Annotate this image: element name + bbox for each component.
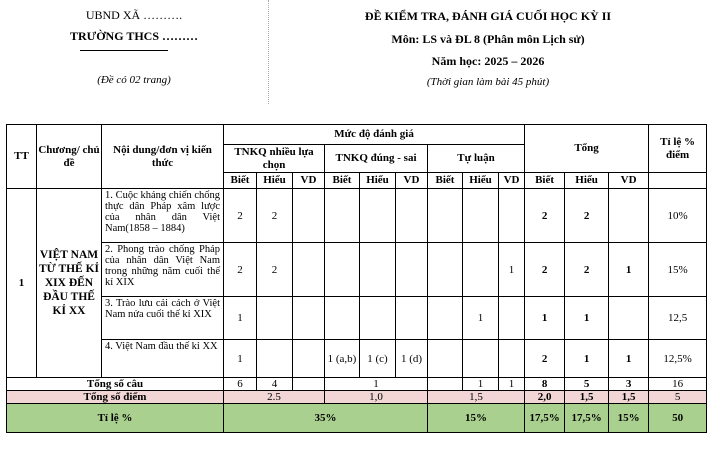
sum-questions-label: Tổng số câu — [7, 378, 224, 391]
cell: 2.5 — [224, 391, 325, 404]
lvl-hieu: Hiểu — [463, 173, 499, 189]
exam-header — [0, 0, 708, 104]
cell — [257, 340, 293, 378]
cell: 1 — [609, 243, 649, 297]
cell: 50 — [649, 404, 707, 433]
cell: 10% — [649, 189, 707, 243]
cell: 5 — [649, 391, 707, 404]
cell — [293, 297, 325, 340]
col-chapter: Chương/ chủ đề — [37, 125, 102, 189]
content-cell: 4. Việt Nam đầu thế kỉ XX — [102, 340, 224, 378]
cell: 1,0 — [325, 391, 428, 404]
lvl-biet: Biết — [325, 173, 360, 189]
cell: 1 — [499, 378, 525, 391]
cell: 15% — [649, 243, 707, 297]
col-tt: TT — [7, 125, 37, 189]
cell — [499, 340, 525, 378]
cell: 1 — [463, 297, 499, 340]
cell: 2 — [224, 243, 257, 297]
cell: 2 — [525, 340, 565, 378]
cell — [325, 243, 360, 297]
cell: 1,5 — [609, 391, 649, 404]
cell: 12,5% — [649, 340, 707, 378]
cell: 15% — [609, 404, 649, 433]
lvl-vd: VD — [499, 173, 525, 189]
cell — [360, 243, 396, 297]
cell — [428, 243, 463, 297]
group-ds: TNKQ đúng - sai — [325, 145, 428, 173]
header-left — [0, 0, 268, 104]
cell: 8 — [525, 378, 565, 391]
content-cell: 2. Phong trào chống Pháp của nhân dân Việt Nam trong những năm cuối thế kỉ XIX — [102, 243, 224, 297]
cell: 12,5 — [649, 297, 707, 340]
cell — [396, 297, 428, 340]
lvl-vd: VD — [609, 173, 649, 189]
cell: 2 — [257, 243, 293, 297]
cell — [428, 378, 463, 391]
cell: 35% — [224, 404, 428, 433]
ratio-row — [7, 404, 707, 433]
sum-points-label: Tổng số điểm — [7, 391, 224, 404]
lvl-biet: Biết — [224, 173, 257, 189]
ratio-label: Tỉ lệ % — [7, 404, 224, 433]
school-year: Năm học: 2025 – 2026 — [431, 54, 545, 68]
cell: 1,5 — [565, 391, 609, 404]
cell — [499, 189, 525, 243]
cell: 2 — [224, 189, 257, 243]
cell: 16 — [649, 378, 707, 391]
sum-questions-row — [7, 378, 707, 391]
cell — [463, 243, 499, 297]
lvl-hieu: Hiểu — [565, 173, 609, 189]
cell: 17,5% — [525, 404, 565, 433]
cell — [428, 189, 463, 243]
cell — [428, 340, 463, 378]
cell — [428, 297, 463, 340]
cell: 2 — [565, 243, 609, 297]
lvl-vd: VD — [396, 173, 428, 189]
lvl-biet: Biết — [428, 173, 463, 189]
cell: 1 — [565, 340, 609, 378]
school-district: UBND XÃ ………. — [85, 8, 183, 22]
chapter-name: VIỆT NAM TỪ THẾ KỈ XIX ĐẾN ĐẦU THẾ KỈ XX — [37, 189, 102, 378]
cell — [293, 243, 325, 297]
header-right — [268, 0, 708, 104]
cell: 17,5% — [565, 404, 609, 433]
subject: Môn: LS và ĐL 8 (Phân môn Lịch sử) — [391, 32, 585, 46]
cell: 2 — [525, 189, 565, 243]
exam-title: ĐỀ KIỂM TRA, ĐÁNH GIÁ CUỐI HỌC KỲ II — [364, 9, 612, 23]
cell: 1 (d) — [396, 340, 428, 378]
lvl-hieu: Hiểu — [257, 173, 293, 189]
cell: 1 — [565, 297, 609, 340]
table-row — [7, 340, 707, 378]
row-number: 1 — [7, 189, 37, 378]
cell: 1 — [224, 297, 257, 340]
cell — [463, 340, 499, 378]
group-mc: TNKQ nhiều lựa chọn — [224, 145, 325, 173]
cell: 1,5 — [428, 391, 525, 404]
cell: 2,0 — [525, 391, 565, 404]
school-name: TRƯỜNG THCS ……… — [69, 29, 198, 43]
col-ratio: Tỉ lệ % điểm — [649, 125, 707, 173]
lvl-biet: Biết — [525, 173, 565, 189]
col-levels: Mức độ đánh giá — [224, 125, 525, 145]
cell: 2 — [565, 189, 609, 243]
cell — [293, 340, 325, 378]
cell — [360, 297, 396, 340]
header-divider — [80, 50, 168, 51]
sum-points-row — [7, 391, 707, 404]
cell: 3 — [609, 378, 649, 391]
cell — [396, 189, 428, 243]
ratio-sub-blank — [649, 173, 707, 189]
cell — [325, 297, 360, 340]
col-total: Tổng — [525, 125, 649, 173]
pages-note: (Đề có 02 trang) — [97, 74, 171, 86]
cell: 2 — [257, 189, 293, 243]
table-row — [7, 243, 707, 297]
cell: 4 — [257, 378, 293, 391]
cell — [293, 189, 325, 243]
content-cell: 3. Trào lưu cải cách ở Việt Nam nửa cuối thế kỉ XIX — [102, 297, 224, 340]
cell — [325, 189, 360, 243]
cell: 1 — [525, 297, 565, 340]
cell: 1 — [224, 340, 257, 378]
cell: 2 — [525, 243, 565, 297]
time-note: (Thời gian làm bài 45 phút) — [426, 76, 550, 88]
cell — [360, 189, 396, 243]
cell — [609, 189, 649, 243]
cell — [293, 378, 325, 391]
cell: 6 — [224, 378, 257, 391]
col-content: Nội dung/đơn vị kiến thức — [102, 125, 224, 189]
cell: 1 — [499, 243, 525, 297]
assessment-matrix-table — [6, 124, 707, 433]
cell: 5 — [565, 378, 609, 391]
cell — [463, 189, 499, 243]
cell: 1 — [325, 378, 428, 391]
cell — [499, 297, 525, 340]
table-row — [7, 297, 707, 340]
cell: 1 (a,b) — [325, 340, 360, 378]
cell — [396, 243, 428, 297]
group-tl: Tự luận — [428, 145, 525, 173]
lvl-vd: VD — [293, 173, 325, 189]
content-cell: 1. Cuộc kháng chiến chống thực dân Pháp xâm lược của nhân dân Việt Nam(1858 – 1884) — [102, 189, 224, 243]
lvl-hieu: Hiểu — [360, 173, 396, 189]
cell: 1 — [463, 378, 499, 391]
cell: 15% — [428, 404, 525, 433]
cell — [257, 297, 293, 340]
cell: 1 (c) — [360, 340, 396, 378]
table-row — [7, 189, 707, 243]
cell: 1 — [609, 340, 649, 378]
cell — [609, 297, 649, 340]
